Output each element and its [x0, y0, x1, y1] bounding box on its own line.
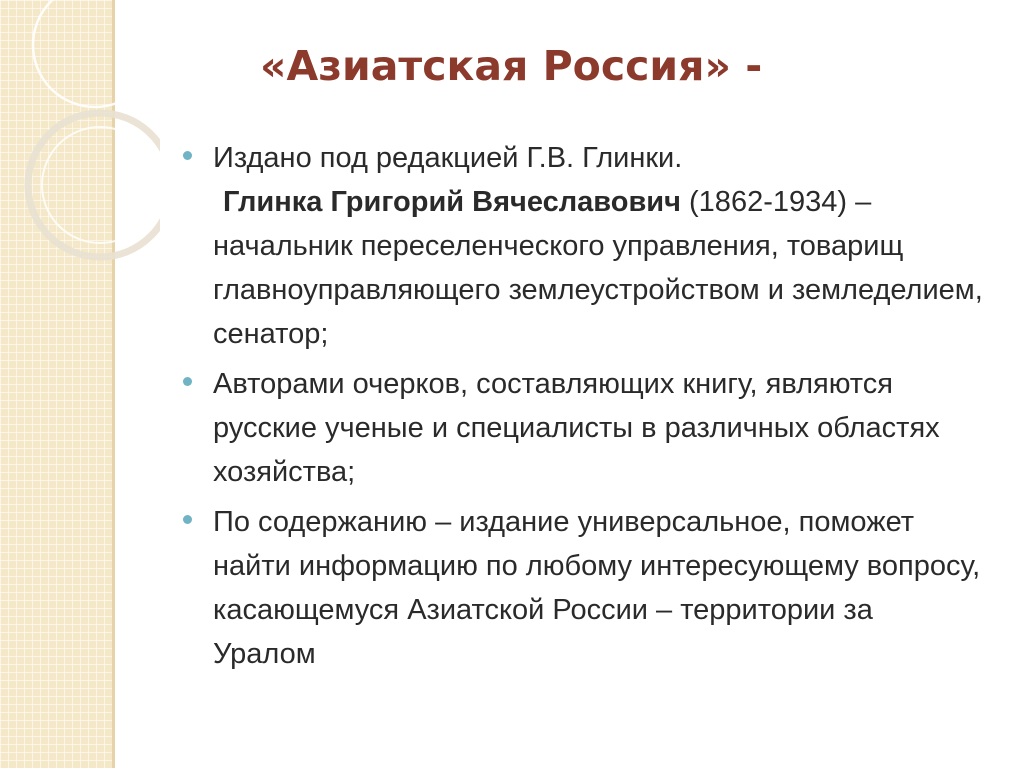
bullet-item — [183, 362, 983, 494]
person-description: (1862-1934) – начальник переселенческого управления, товарищ главноуправляющего землеустройством и земледелием, сенатор; — [213, 186, 983, 350]
slide-content — [183, 136, 983, 676]
slide-title: «Азиатская Россия» - — [260, 42, 763, 90]
circle-ornament — [0, 0, 160, 280]
bullet-item — [183, 500, 983, 676]
sub-paragraph — [183, 180, 983, 356]
bullet-text: Издано под редакцией Г.В. Глинки. — [213, 142, 683, 174]
bullet-item — [183, 136, 983, 180]
bullet-text: По содержанию – издание универсальное, поможет найти информацию по любому интересующему вопросу, касающемуся Азиатской России – территории за Уралом — [213, 506, 981, 670]
bullet-text: Авторами очерков, составляющих книгу, являются русские ученые и специалисты в различных областях хозяйства; — [213, 368, 940, 488]
person-name: Глинка Григорий Вячеславович — [223, 186, 681, 218]
sub-paragraph-text — [213, 180, 983, 356]
bullet-dot-icon — [183, 515, 192, 524]
bullet-dot-icon — [183, 151, 192, 160]
bullet-dot-icon — [183, 377, 192, 386]
